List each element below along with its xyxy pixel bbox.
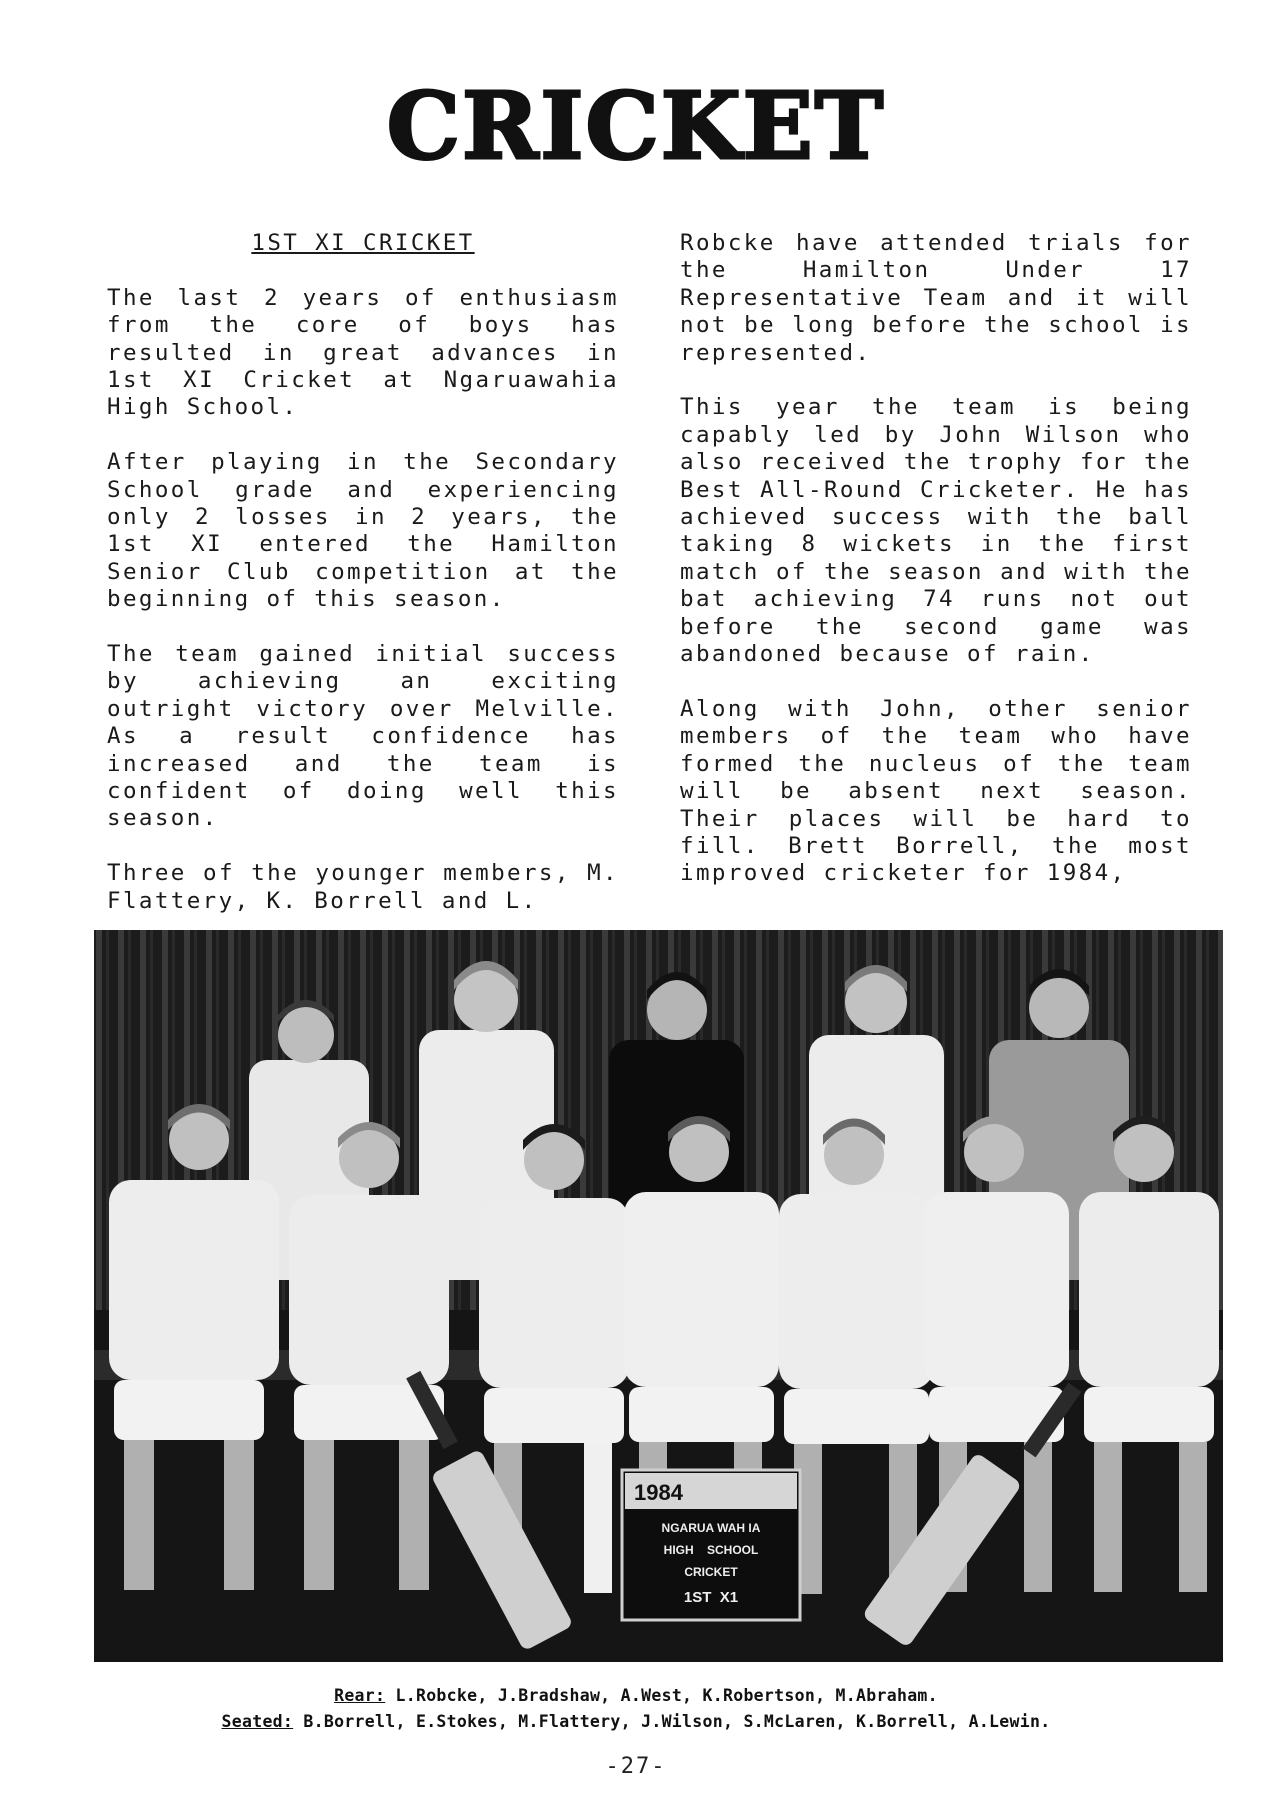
paragraph: The team gained initial success by achieving an exciting outright victory over Melville. As a result confidence has increased and the team is confident of doing well this season.: [107, 641, 619, 832]
team-photo: [94, 930, 1223, 1662]
sign-line: HIGH SCHOOL: [663, 1543, 759, 1557]
page-title: CRICKET: [386, 72, 886, 180]
caption-rear: [0, 1686, 1272, 1705]
page-number: -27-: [605, 1754, 667, 1779]
caption-names: L.Robcke, J.Bradshaw, A.West, K.Robertson, M.Abraham.: [385, 1686, 938, 1705]
team-photo-illustration: [94, 930, 1223, 1662]
left-column: [107, 230, 619, 942]
paragraph: The last 2 years of enthusiasm from the core of boys has resulted in great advances in 1st XI Cricket at Ngaruawahia High School.: [107, 284, 619, 421]
team-sign-board: [622, 1470, 800, 1620]
sign-line: 1ST X1: [683, 1589, 739, 1606]
paragraph: Along with John, other senior members of the team who have formed the nucleus of the team will be absent next season. Their places will be hard to fill. Brett Borrell, the most improved cricketer for 1984,: [680, 695, 1192, 887]
right-column: [680, 230, 1192, 915]
sign-year: 1984: [634, 1480, 683, 1505]
paragraph: Robcke have attended trials for the Hamilton Under 17 Representative Team and it will not be long before the school is represented.: [680, 230, 1192, 366]
paragraph: This year the team is being capably led by John Wilson who also received the trophy for the Best All-Round Cricketer. He has achieved success with the ball taking 8 wickets in the first match of the season and with the bat achieving 74 runs not out before the second game was abandoned because of rain.: [680, 394, 1192, 668]
caption-seated: [0, 1712, 1272, 1731]
paragraph: After playing in the Secondary School grade and experiencing only 2 losses in 2 years, the 1st XI entered the Hamilton Senior Club competition at the beginning of this season.: [107, 449, 619, 613]
sign-line: NGARUA WAH IA: [661, 1521, 761, 1535]
caption-names: B.Borrell, E.Stokes, M.Flattery, J.Wilson, S.McLaren, K.Borrell, A.Lewin.: [293, 1712, 1051, 1731]
sign-line: CRICKET: [684, 1565, 738, 1579]
caption-label: Seated:: [221, 1712, 294, 1731]
caption-label: Rear:: [334, 1686, 386, 1705]
paragraph: Three of the younger members, M. Flattery, K. Borrell and L.: [107, 860, 619, 914]
section-heading: 1ST XI CRICKET: [251, 230, 475, 256]
